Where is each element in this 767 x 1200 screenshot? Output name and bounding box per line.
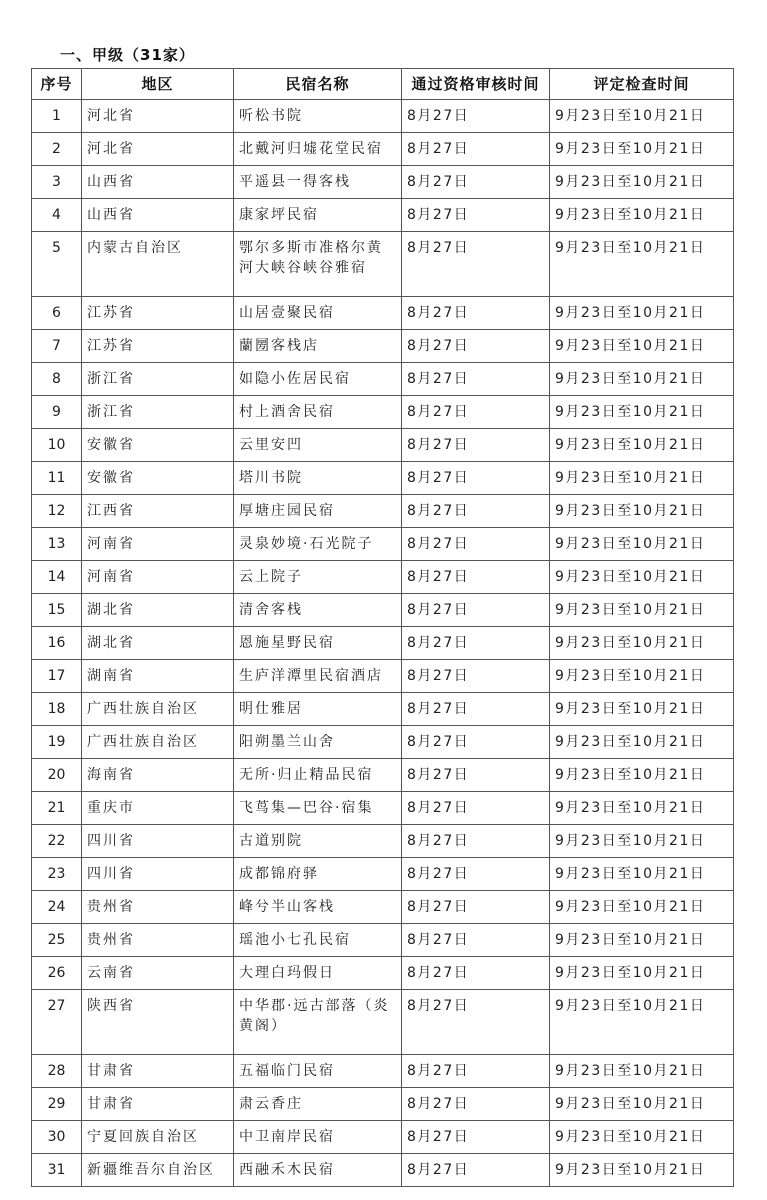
row-number: 23 xyxy=(32,858,82,891)
row-number: 8 xyxy=(32,363,82,396)
row-homestay-name: 北戴河归墟花堂民宿 xyxy=(234,133,402,166)
row-homestay-name: 如隐小佐居民宿 xyxy=(234,363,402,396)
row-homestay-name: 阳朔墨兰山舍 xyxy=(234,726,402,759)
section-title: 一、甲级（31家） xyxy=(60,46,195,64)
row-review-date: 8月27日 xyxy=(402,1154,550,1187)
table-row xyxy=(32,759,734,792)
table-row xyxy=(32,627,734,660)
table-row xyxy=(32,199,734,232)
row-inspect-date: 9月23日至10月21日 xyxy=(550,1088,734,1121)
table-row xyxy=(32,495,734,528)
row-inspect-date: 9月23日至10月21日 xyxy=(550,924,734,957)
row-review-date: 8月27日 xyxy=(402,990,550,1055)
row-region: 河北省 xyxy=(82,133,234,166)
row-inspect-date: 9月23日至10月21日 xyxy=(550,330,734,363)
table-row xyxy=(32,1154,734,1187)
row-review-date: 8月27日 xyxy=(402,100,550,133)
row-homestay-name: 平遥县一得客栈 xyxy=(234,166,402,199)
row-number: 25 xyxy=(32,924,82,957)
row-homestay-name: 云上院子 xyxy=(234,561,402,594)
row-inspect-date: 9月23日至10月21日 xyxy=(550,627,734,660)
table-row xyxy=(32,528,734,561)
row-region: 安徽省 xyxy=(82,429,234,462)
table-row xyxy=(32,924,734,957)
table-row xyxy=(32,462,734,495)
table-row xyxy=(32,1121,734,1154)
row-number: 1 xyxy=(32,100,82,133)
row-region: 内蒙古自治区 xyxy=(82,232,234,297)
row-region: 山西省 xyxy=(82,166,234,199)
row-review-date: 8月27日 xyxy=(402,594,550,627)
row-inspect-date: 9月23日至10月21日 xyxy=(550,693,734,726)
table-row xyxy=(32,166,734,199)
row-inspect-date: 9月23日至10月21日 xyxy=(550,891,734,924)
row-region: 云南省 xyxy=(82,957,234,990)
row-number: 21 xyxy=(32,792,82,825)
row-number: 9 xyxy=(32,396,82,429)
row-homestay-name: 蘭圐客栈店 xyxy=(234,330,402,363)
row-number: 14 xyxy=(32,561,82,594)
table-row xyxy=(32,660,734,693)
row-inspect-date: 9月23日至10月21日 xyxy=(550,957,734,990)
row-review-date: 8月27日 xyxy=(402,792,550,825)
row-inspect-date: 9月23日至10月21日 xyxy=(550,232,734,297)
row-region: 宁夏回族自治区 xyxy=(82,1121,234,1154)
row-region: 四川省 xyxy=(82,825,234,858)
row-number: 11 xyxy=(32,462,82,495)
row-homestay-name: 生庐洋潭里民宿酒店 xyxy=(234,660,402,693)
row-region: 河南省 xyxy=(82,528,234,561)
row-inspect-date: 9月23日至10月21日 xyxy=(550,166,734,199)
row-inspect-date: 9月23日至10月21日 xyxy=(550,759,734,792)
row-homestay-name: 听松书院 xyxy=(234,100,402,133)
row-number: 17 xyxy=(32,660,82,693)
row-number: 30 xyxy=(32,1121,82,1154)
row-inspect-date: 9月23日至10月21日 xyxy=(550,528,734,561)
row-inspect-date: 9月23日至10月21日 xyxy=(550,792,734,825)
row-number: 24 xyxy=(32,891,82,924)
row-inspect-date: 9月23日至10月21日 xyxy=(550,1055,734,1088)
row-homestay-name: 瑶池小七孔民宿 xyxy=(234,924,402,957)
row-homestay-name: 山居壹聚民宿 xyxy=(234,297,402,330)
row-inspect-date: 9月23日至10月21日 xyxy=(550,133,734,166)
row-homestay-name: 中卫南岸民宿 xyxy=(234,1121,402,1154)
row-inspect-date: 9月23日至10月21日 xyxy=(550,100,734,133)
row-number: 7 xyxy=(32,330,82,363)
row-inspect-date: 9月23日至10月21日 xyxy=(550,199,734,232)
table-body xyxy=(32,100,734,1187)
table-row xyxy=(32,693,734,726)
row-number: 5 xyxy=(32,232,82,297)
table-row xyxy=(32,891,734,924)
header-name: 民宿名称 xyxy=(234,69,402,100)
row-number: 22 xyxy=(32,825,82,858)
row-inspect-date: 9月23日至10月21日 xyxy=(550,990,734,1055)
row-region: 江苏省 xyxy=(82,297,234,330)
row-inspect-date: 9月23日至10月21日 xyxy=(550,1121,734,1154)
header-no: 序号 xyxy=(32,69,82,100)
row-region: 广西壮族自治区 xyxy=(82,693,234,726)
row-region: 新疆维吾尔自治区 xyxy=(82,1154,234,1187)
row-inspect-date: 9月23日至10月21日 xyxy=(550,726,734,759)
table-row xyxy=(32,792,734,825)
row-region: 重庆市 xyxy=(82,792,234,825)
row-homestay-name: 云里安凹 xyxy=(234,429,402,462)
row-review-date: 8月27日 xyxy=(402,1088,550,1121)
row-region: 贵州省 xyxy=(82,924,234,957)
row-review-date: 8月27日 xyxy=(402,726,550,759)
row-homestay-name: 峰兮半山客栈 xyxy=(234,891,402,924)
row-inspect-date: 9月23日至10月21日 xyxy=(550,660,734,693)
row-inspect-date: 9月23日至10月21日 xyxy=(550,594,734,627)
row-number: 27 xyxy=(32,990,82,1055)
row-inspect-date: 9月23日至10月21日 xyxy=(550,825,734,858)
row-review-date: 8月27日 xyxy=(402,199,550,232)
row-number: 18 xyxy=(32,693,82,726)
row-number: 29 xyxy=(32,1088,82,1121)
row-homestay-name: 清舍客栈 xyxy=(234,594,402,627)
header-inspect-date: 评定检查时间 xyxy=(550,69,734,100)
table-row xyxy=(32,957,734,990)
row-homestay-name: 五福临门民宿 xyxy=(234,1055,402,1088)
row-region: 江西省 xyxy=(82,495,234,528)
row-region: 甘肃省 xyxy=(82,1088,234,1121)
row-inspect-date: 9月23日至10月21日 xyxy=(550,363,734,396)
homestay-table xyxy=(31,68,734,1187)
row-region: 浙江省 xyxy=(82,363,234,396)
row-number: 6 xyxy=(32,297,82,330)
table-row xyxy=(32,363,734,396)
row-region: 河北省 xyxy=(82,100,234,133)
row-number: 19 xyxy=(32,726,82,759)
row-inspect-date: 9月23日至10月21日 xyxy=(550,858,734,891)
row-region: 湖北省 xyxy=(82,594,234,627)
row-homestay-name: 明仕雅居 xyxy=(234,693,402,726)
row-review-date: 8月27日 xyxy=(402,759,550,792)
row-review-date: 8月27日 xyxy=(402,924,550,957)
row-region: 安徽省 xyxy=(82,462,234,495)
table-row xyxy=(32,594,734,627)
row-review-date: 8月27日 xyxy=(402,330,550,363)
row-homestay-name: 康家坪民宿 xyxy=(234,199,402,232)
row-review-date: 8月27日 xyxy=(402,528,550,561)
row-review-date: 8月27日 xyxy=(402,1055,550,1088)
row-number: 12 xyxy=(32,495,82,528)
row-inspect-date: 9月23日至10月21日 xyxy=(550,495,734,528)
row-review-date: 8月27日 xyxy=(402,825,550,858)
row-homestay-name: 肃云香庄 xyxy=(234,1088,402,1121)
table-row xyxy=(32,100,734,133)
table-row xyxy=(32,297,734,330)
row-region: 河南省 xyxy=(82,561,234,594)
row-review-date: 8月27日 xyxy=(402,858,550,891)
row-homestay-name: 村上酒舍民宿 xyxy=(234,396,402,429)
row-number: 2 xyxy=(32,133,82,166)
row-region: 陕西省 xyxy=(82,990,234,1055)
row-inspect-date: 9月23日至10月21日 xyxy=(550,462,734,495)
row-review-date: 8月27日 xyxy=(402,891,550,924)
row-number: 3 xyxy=(32,166,82,199)
row-inspect-date: 9月23日至10月21日 xyxy=(550,1154,734,1187)
row-number: 16 xyxy=(32,627,82,660)
table-row xyxy=(32,561,734,594)
row-review-date: 8月27日 xyxy=(402,693,550,726)
row-number: 26 xyxy=(32,957,82,990)
row-homestay-name: 灵泉妙境·石光院子 xyxy=(234,528,402,561)
row-homestay-name: 厚塘庄园民宿 xyxy=(234,495,402,528)
row-review-date: 8月27日 xyxy=(402,957,550,990)
row-region: 湖南省 xyxy=(82,660,234,693)
row-homestay-name: 成都锦府驿 xyxy=(234,858,402,891)
row-number: 15 xyxy=(32,594,82,627)
row-review-date: 8月27日 xyxy=(402,363,550,396)
row-inspect-date: 9月23日至10月21日 xyxy=(550,429,734,462)
table-row xyxy=(32,726,734,759)
row-region: 贵州省 xyxy=(82,891,234,924)
row-homestay-name: 鄂尔多斯市准格尔黄河大峡谷峡谷雅宿 xyxy=(234,232,402,297)
row-review-date: 8月27日 xyxy=(402,660,550,693)
table-row xyxy=(32,825,734,858)
row-homestay-name: 塔川书院 xyxy=(234,462,402,495)
row-homestay-name: 西融禾木民宿 xyxy=(234,1154,402,1187)
row-region: 四川省 xyxy=(82,858,234,891)
row-region: 湖北省 xyxy=(82,627,234,660)
header-review-date: 通过资格审核时间 xyxy=(402,69,550,100)
row-review-date: 8月27日 xyxy=(402,429,550,462)
table-header-row xyxy=(32,69,734,100)
row-number: 28 xyxy=(32,1055,82,1088)
row-homestay-name: 飞茑集—巴谷·宿集 xyxy=(234,792,402,825)
row-region: 甘肃省 xyxy=(82,1055,234,1088)
row-number: 31 xyxy=(32,1154,82,1187)
table-row xyxy=(32,1055,734,1088)
row-number: 20 xyxy=(32,759,82,792)
row-number: 4 xyxy=(32,199,82,232)
row-review-date: 8月27日 xyxy=(402,297,550,330)
row-homestay-name: 无所·归止精品民宿 xyxy=(234,759,402,792)
row-homestay-name: 中华郡·远古部落（炎黄阁） xyxy=(234,990,402,1055)
row-review-date: 8月27日 xyxy=(402,232,550,297)
header-region: 地区 xyxy=(82,69,234,100)
row-review-date: 8月27日 xyxy=(402,396,550,429)
table-row xyxy=(32,858,734,891)
row-review-date: 8月27日 xyxy=(402,495,550,528)
table-row xyxy=(32,133,734,166)
row-review-date: 8月27日 xyxy=(402,561,550,594)
row-region: 山西省 xyxy=(82,199,234,232)
table-row xyxy=(32,990,734,1055)
row-review-date: 8月27日 xyxy=(402,166,550,199)
row-review-date: 8月27日 xyxy=(402,462,550,495)
row-homestay-name: 大理白玛假日 xyxy=(234,957,402,990)
row-region: 广西壮族自治区 xyxy=(82,726,234,759)
table-row xyxy=(32,232,734,297)
row-region: 海南省 xyxy=(82,759,234,792)
row-homestay-name: 古道别院 xyxy=(234,825,402,858)
row-review-date: 8月27日 xyxy=(402,133,550,166)
row-region: 浙江省 xyxy=(82,396,234,429)
row-inspect-date: 9月23日至10月21日 xyxy=(550,396,734,429)
table-row xyxy=(32,396,734,429)
row-number: 13 xyxy=(32,528,82,561)
row-number: 10 xyxy=(32,429,82,462)
table-row xyxy=(32,330,734,363)
table-row xyxy=(32,1088,734,1121)
row-inspect-date: 9月23日至10月21日 xyxy=(550,297,734,330)
table-row xyxy=(32,429,734,462)
row-inspect-date: 9月23日至10月21日 xyxy=(550,561,734,594)
row-review-date: 8月27日 xyxy=(402,1121,550,1154)
row-region: 江苏省 xyxy=(82,330,234,363)
row-review-date: 8月27日 xyxy=(402,627,550,660)
row-homestay-name: 恩施星野民宿 xyxy=(234,627,402,660)
